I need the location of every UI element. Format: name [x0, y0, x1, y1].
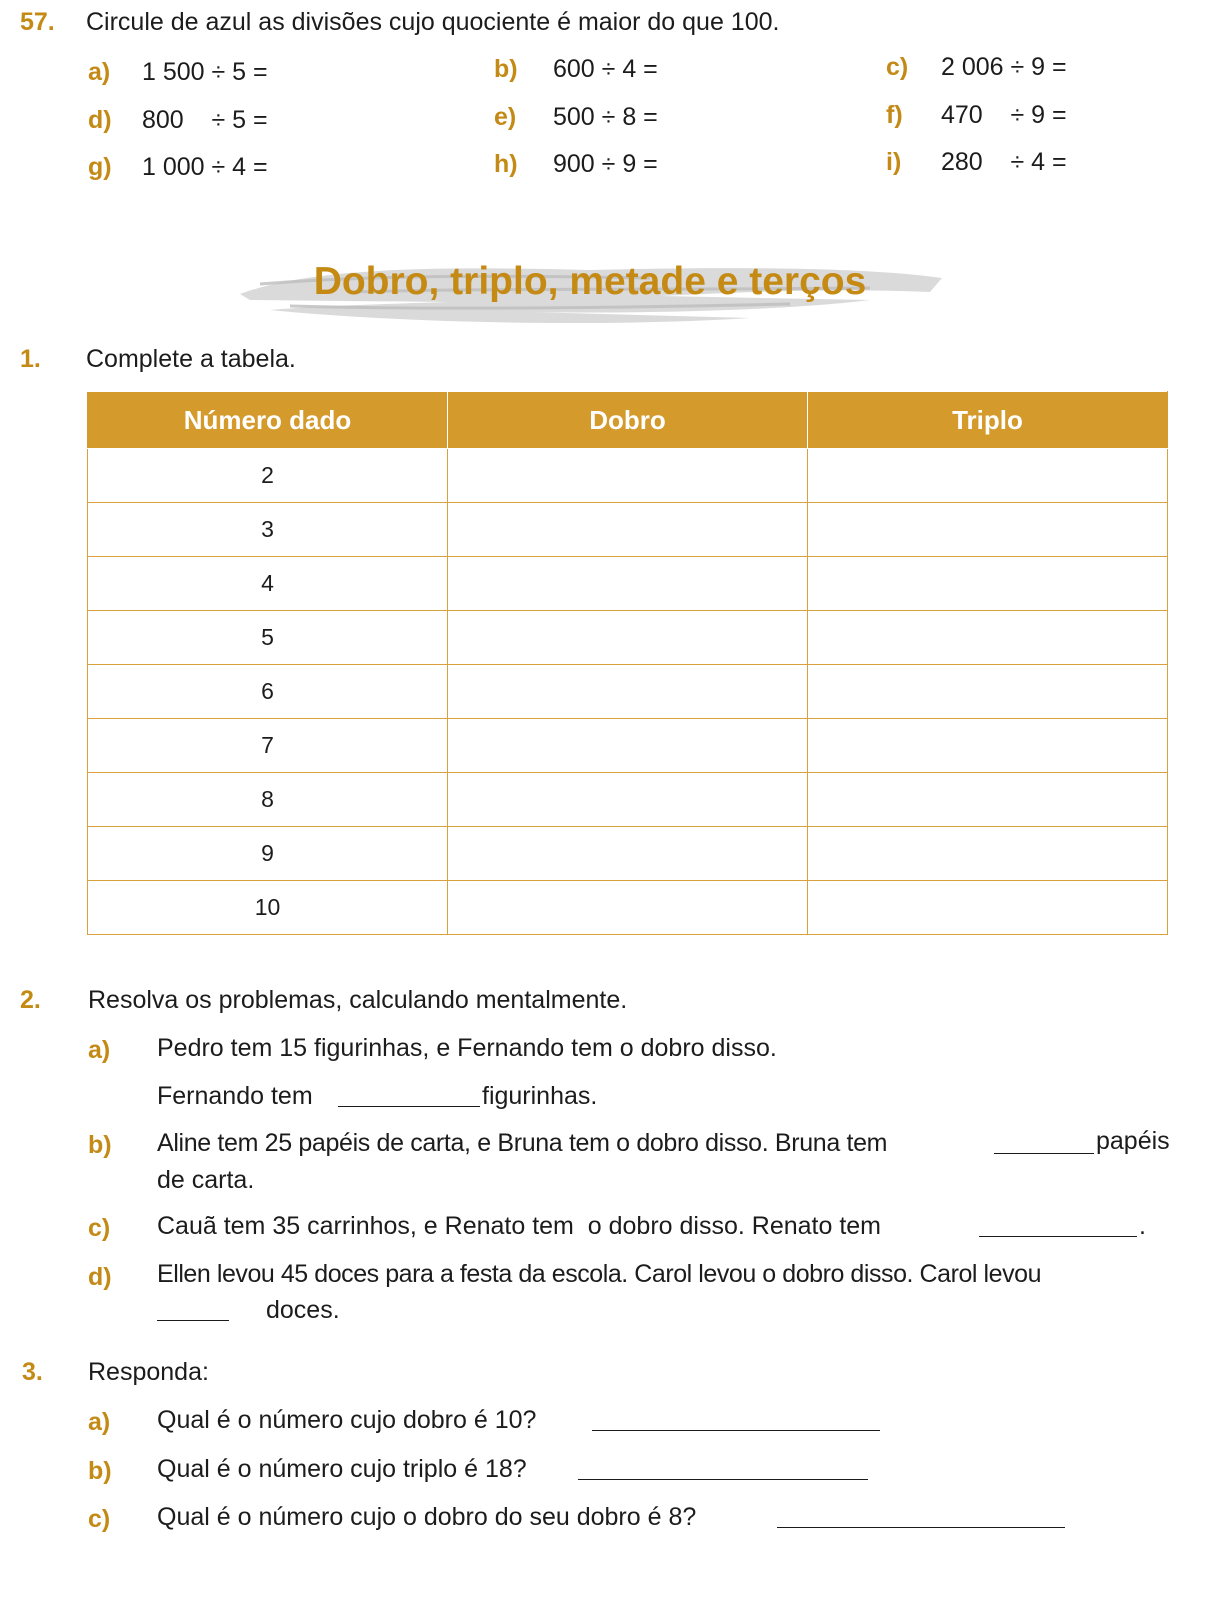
answer-blank[interactable]: [157, 1298, 229, 1321]
item-letter: c): [88, 1214, 111, 1242]
question-text: Qual é o número cujo triplo é 18?: [157, 1455, 527, 1483]
given-number-cell: 6: [88, 665, 448, 719]
given-number-cell: 5: [88, 611, 448, 665]
dobro-answer-cell[interactable]: [448, 611, 808, 665]
table-row: [88, 773, 1168, 827]
division-expression[interactable]: 600 ÷ 4 =: [553, 55, 658, 83]
problem-text: Cauã tem 35 carrinhos, e Renato tem o dobro disso. Renato tem: [157, 1212, 881, 1240]
table-row: [88, 665, 1168, 719]
answer-blank[interactable]: [777, 1505, 1065, 1528]
division-expression[interactable]: 280 ÷ 4 =: [941, 148, 1067, 176]
answer-blank[interactable]: [592, 1408, 880, 1431]
item-letter: b): [88, 1457, 112, 1485]
exercise-3-prompt: Responda:: [88, 1358, 209, 1386]
section-title: Dobro, triplo, metade e terços: [313, 260, 867, 303]
table-row: [88, 719, 1168, 773]
dobro-answer-cell[interactable]: [448, 773, 808, 827]
problem-text: Aline tem 25 papéis de carta, e Bruna tem o dobro disso. Bruna tem: [157, 1129, 888, 1157]
item-letter: h): [494, 150, 518, 178]
exercise-2-number: 2.: [20, 986, 41, 1014]
dobro-answer-cell[interactable]: [448, 827, 808, 881]
problem-text: de carta.: [157, 1166, 255, 1194]
answer-blank[interactable]: [994, 1131, 1094, 1154]
item-letter: a): [88, 1408, 111, 1436]
problem-text: Ellen levou 45 doces para a festa da escola. Carol levou o dobro disso. Carol levou: [157, 1260, 1042, 1288]
answer-blank[interactable]: [578, 1457, 868, 1480]
table-row: [88, 611, 1168, 665]
exercise-57-number: 57.: [20, 8, 55, 36]
division-expression[interactable]: 800 ÷ 5 =: [142, 106, 268, 134]
item-letter: i): [886, 148, 902, 176]
table-row: [88, 827, 1168, 881]
header-numero-dado: Número dado: [88, 392, 448, 449]
given-number-cell: 7: [88, 719, 448, 773]
item-letter: c): [88, 1505, 111, 1533]
item-letter: b): [494, 55, 518, 83]
problem-text: doces.: [266, 1296, 340, 1324]
item-letter: a): [88, 1036, 111, 1064]
problem-text: papéis: [1096, 1127, 1170, 1155]
division-expression[interactable]: 1 000 ÷ 4 =: [142, 153, 268, 181]
triplo-answer-cell[interactable]: [808, 665, 1168, 719]
division-expression[interactable]: 1 500 ÷ 5 =: [142, 58, 268, 86]
table-row: [88, 503, 1168, 557]
division-expression[interactable]: 900 ÷ 9 =: [553, 150, 658, 178]
dobro-answer-cell[interactable]: [448, 503, 808, 557]
given-number-cell: 2: [88, 449, 448, 503]
problem-text: Pedro tem 15 figurinhas, e Fernando tem o dobro disso.: [157, 1034, 777, 1062]
table-header-row: [88, 392, 1168, 449]
answer-blank[interactable]: [338, 1084, 480, 1107]
division-expression[interactable]: 470 ÷ 9 =: [941, 101, 1067, 129]
number-table: [87, 391, 1168, 935]
item-letter: a): [88, 58, 111, 86]
exercise-1-prompt: Complete a tabela.: [86, 345, 296, 373]
table-row: [88, 449, 1168, 503]
exercise-2-prompt: Resolva os problemas, calculando mentalmente.: [88, 986, 628, 1014]
dobro-answer-cell[interactable]: [448, 881, 808, 935]
exercise-57-prompt: Circule de azul as divisões cujo quociente é maior do que 100.: [86, 8, 780, 36]
section-banner: [230, 248, 950, 328]
given-number-cell: 4: [88, 557, 448, 611]
problem-text: Fernando tem: [157, 1082, 313, 1110]
triplo-answer-cell[interactable]: [808, 881, 1168, 935]
exercise-1-number: 1.: [20, 345, 41, 373]
item-letter: d): [88, 1263, 112, 1291]
triplo-answer-cell[interactable]: [808, 611, 1168, 665]
item-letter: f): [886, 101, 903, 129]
header-triplo: Triplo: [808, 392, 1168, 449]
dobro-answer-cell[interactable]: [448, 449, 808, 503]
item-letter: c): [886, 53, 909, 81]
dobro-answer-cell[interactable]: [448, 719, 808, 773]
item-letter: b): [88, 1131, 112, 1159]
problem-text: .: [1139, 1212, 1146, 1240]
dobro-answer-cell[interactable]: [448, 665, 808, 719]
question-text: Qual é o número cujo dobro é 10?: [157, 1406, 537, 1434]
division-expression[interactable]: 500 ÷ 8 =: [553, 103, 658, 131]
triplo-answer-cell[interactable]: [808, 557, 1168, 611]
exercise-3-number: 3.: [22, 1358, 43, 1386]
question-text: Qual é o número cujo o dobro do seu dobro é 8?: [157, 1503, 697, 1531]
triplo-answer-cell[interactable]: [808, 503, 1168, 557]
triplo-answer-cell[interactable]: [808, 827, 1168, 881]
dobro-answer-cell[interactable]: [448, 557, 808, 611]
item-letter: d): [88, 106, 112, 134]
answer-blank[interactable]: [979, 1214, 1137, 1237]
table-row: [88, 881, 1168, 935]
given-number-cell: 10: [88, 881, 448, 935]
triplo-answer-cell[interactable]: [808, 773, 1168, 827]
triplo-answer-cell[interactable]: [808, 719, 1168, 773]
problem-text: figurinhas.: [482, 1082, 598, 1110]
given-number-cell: 8: [88, 773, 448, 827]
given-number-cell: 9: [88, 827, 448, 881]
header-dobro: Dobro: [448, 392, 808, 449]
division-expression[interactable]: 2 006 ÷ 9 =: [941, 53, 1067, 81]
triplo-answer-cell[interactable]: [808, 449, 1168, 503]
given-number-cell: 3: [88, 503, 448, 557]
table-row: [88, 557, 1168, 611]
item-letter: g): [88, 153, 112, 181]
item-letter: e): [494, 103, 517, 131]
